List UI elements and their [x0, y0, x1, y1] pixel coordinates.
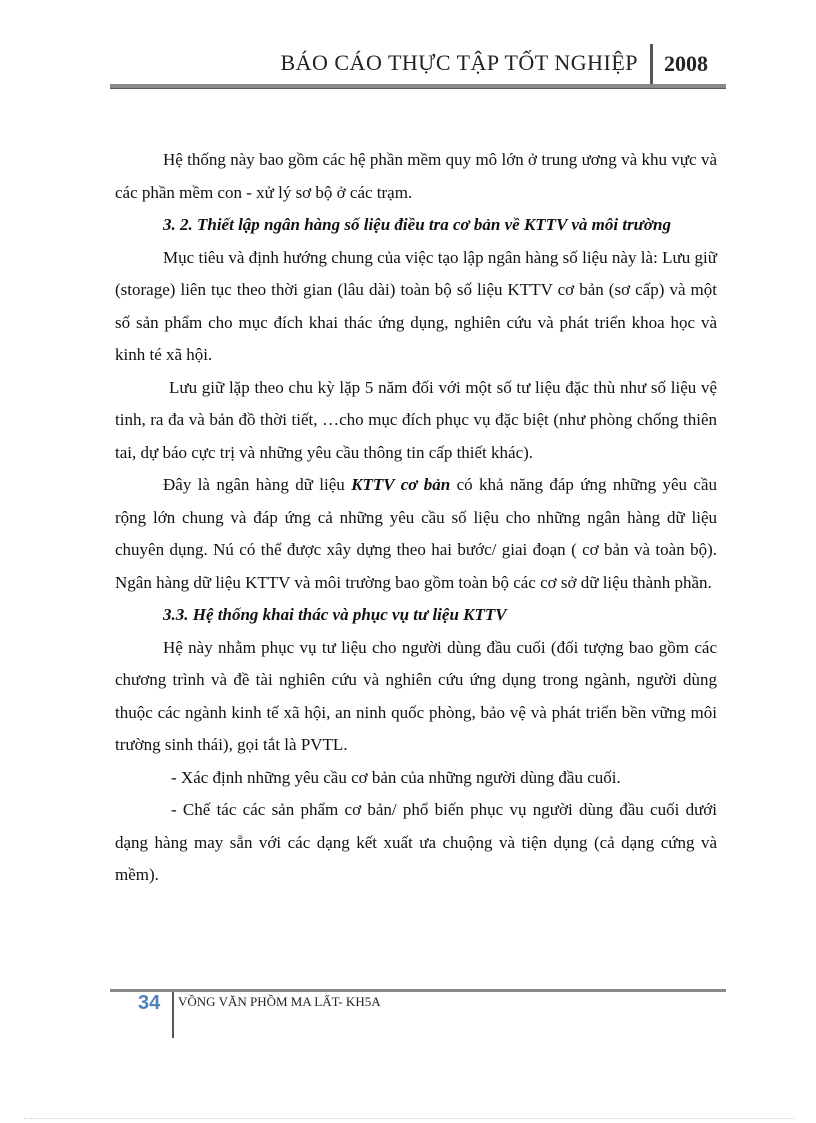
report-title: BÁO CÁO THỰC TẬP TỐT NGHIỆP [280, 50, 638, 75]
list-item: - Chế tác các sản phẩm cơ bản/ phổ biến phục vụ người dùng đầu cuối dưới dạng hàng may sẵn với các dạng kết xuất ưa chuộng và tiện dụng (cả dạng cứng và mềm). [115, 800, 717, 884]
list-item: - Xác định những yêu cầu cơ bản của những người dùng đầu cuối. [171, 767, 621, 787]
paragraph-data-bank-emphasis: KTTV cơ bản [351, 475, 451, 494]
page-bottom-border [24, 1118, 794, 1119]
section-heading-3-2: 3. 2. Thiết lập ngân hàng số liệu điều tra cơ bản về KTTV và môi trường [163, 215, 671, 234]
page-header [110, 44, 726, 86]
paragraph-data-bank-start: Đây là ngân hàng dữ liệu [163, 475, 352, 494]
footer-rule [110, 989, 726, 992]
page-body [115, 144, 717, 892]
footer-author: VỒNG VĂN PHỒM MA LẤT- KH5A [178, 994, 381, 1009]
paragraph-pvtl: Hệ này nhằm phục vụ tư liệu cho người dùng đầu cuối (đối tượng bao gồm các chương trình và đề tài nghiên cứu và nghiên cứu ứng dụng trong ngành, người dùng thuộc các ngành kinh tế xã hội, an ninh quốc phòng, bảo vệ và phát triển bền vững môi trường sinh thái), gọi tắt là PVTL. [115, 637, 717, 754]
paragraph-storage-cycle: Lưu giữ lặp theo chu kỳ lặp 5 năm đối với một số tư liệu đặc thù như số liệu vệ tinh, ra đa và bản đồ thời tiết, …cho mục đích phục vụ đặc biệt (như phòng chống thiên tai, dự báo cực trị và những yêu cầu thông tin cấp thiết khác). [115, 377, 717, 462]
paragraph-data-bank [115, 469, 717, 599]
paragraph-data-bank-end: có khả năng đáp ứng những yêu cầu rộng lớn chung và đáp ứng cả những yêu cầu số liệu cho những ngân hàng dữ liệu chuyên dụng. Nú có thể được xây dựng theo hai bước/ giai đoạn ( cơ bản và toàn bộ). Ngân hàng dữ liệu KTTV và môi trường bao gồm toàn bộ các cơ sở dữ liệu thành phần. [115, 475, 718, 592]
page-number: 34 [138, 992, 161, 1014]
header-divider [650, 44, 653, 88]
footer-divider [172, 992, 174, 1038]
report-year: 2008 [664, 51, 708, 76]
paragraph-objectives: Mục tiêu và định hướng chung của việc tạo lập ngân hàng số liệu này là: Lưu giữ (storage) liên tục theo thời gian (lâu dài) toàn bộ số liệu KTTV cơ bản (sơ cấp) và một số sản phẩm cho mục đích khai thác ứng dụng, nghiên cứu và phát triển khoa học và kinh té xã hội. [115, 247, 717, 364]
paragraph-system-overview: Hệ thống này bao gồm các hệ phần mềm quy mô lớn ở trung ương và khu vực và các phần mềm con - xử lý sơ bộ ở các trạm. [115, 150, 717, 202]
header-rule [110, 84, 726, 89]
section-heading-3-3: 3.3. Hệ thống khai thác và phục vụ tư liệu KTTV [163, 605, 507, 624]
